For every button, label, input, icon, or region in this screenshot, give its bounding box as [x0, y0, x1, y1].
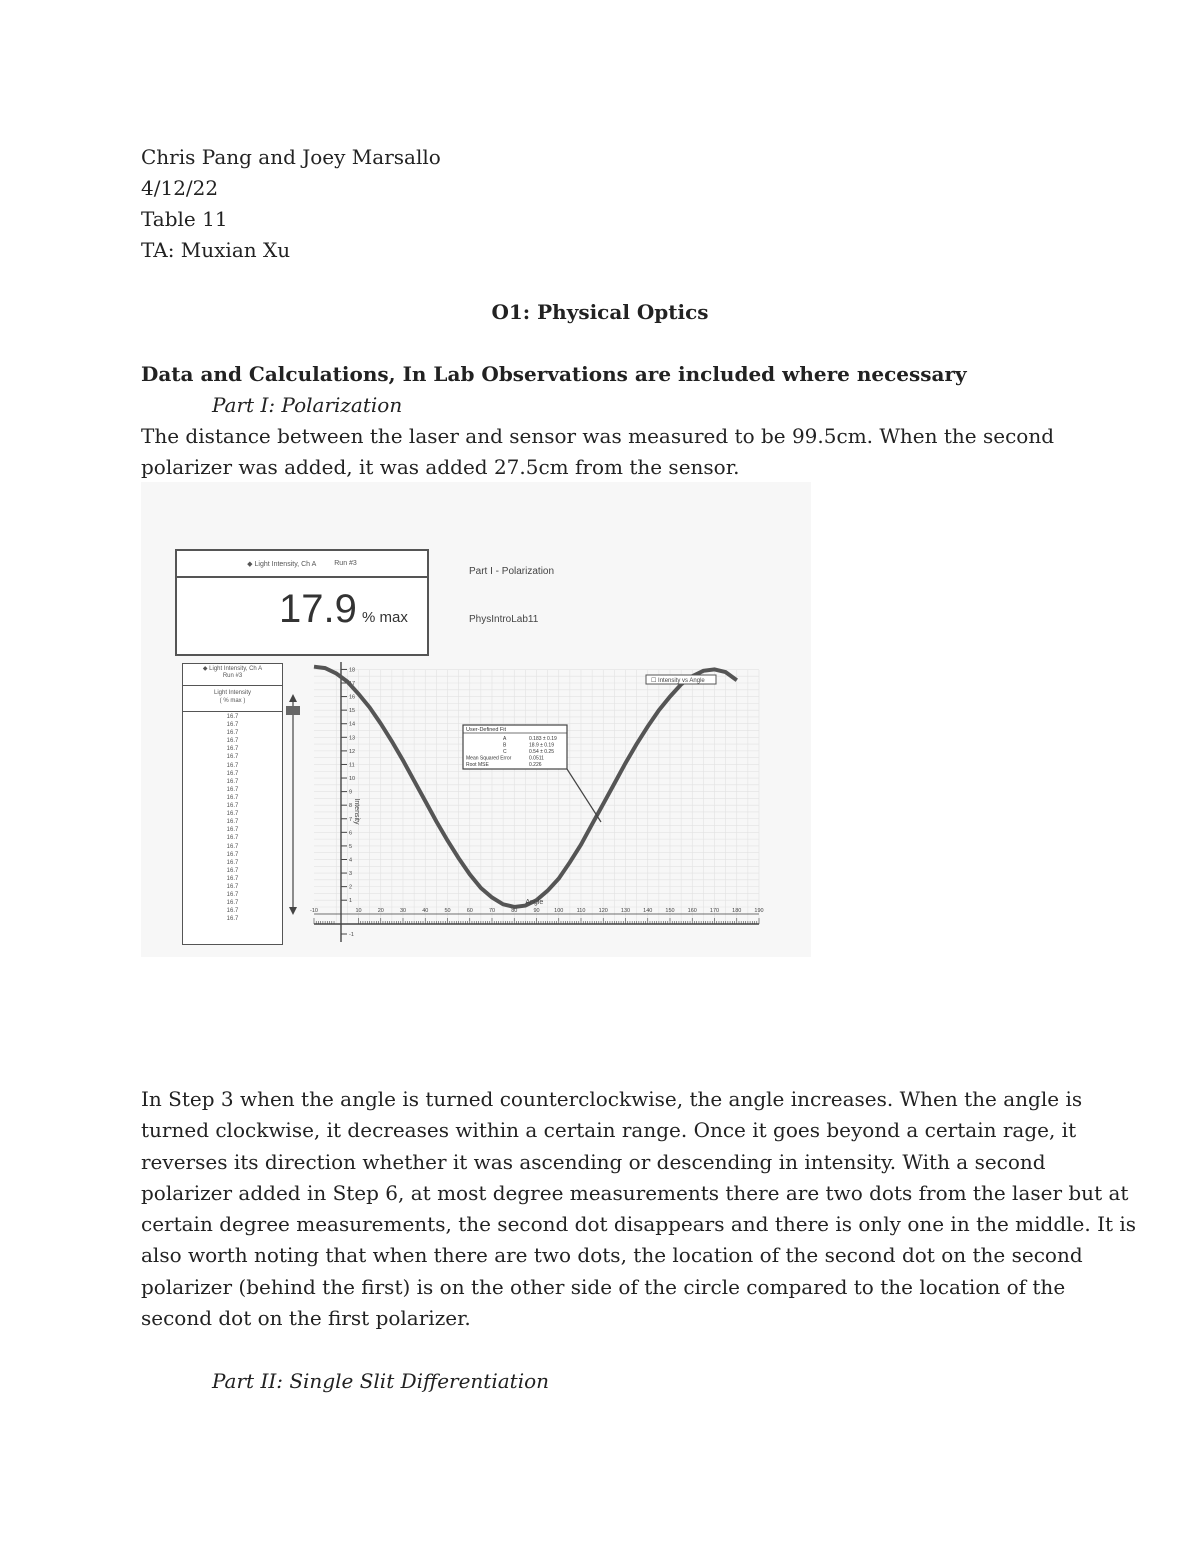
x-tick-label: 150	[665, 908, 675, 914]
table-cell: 16.7	[226, 794, 239, 801]
table-cell: 16.7	[226, 803, 239, 810]
y-tick-label: 16	[349, 694, 356, 701]
author-names: Chris Pang and Joey Marsallo	[141, 145, 441, 169]
table-cell: 16.7	[226, 714, 239, 720]
digits-meter	[175, 549, 429, 656]
chart-legend	[646, 675, 716, 684]
x-tick-label: 110	[576, 908, 586, 914]
x-tick-label: 60	[466, 908, 473, 914]
polarization-figure	[141, 482, 811, 957]
table-cell: 16.7	[226, 859, 239, 866]
table-cell: 16.7	[226, 835, 239, 842]
figure-subtitle: PhysIntroLab11	[469, 614, 539, 625]
x-tick-label: 10	[355, 908, 362, 914]
chart-grid	[314, 669, 759, 924]
meter-run-label: Run #3	[334, 560, 357, 567]
y-tick-label: 9	[349, 789, 353, 796]
y-tick-label: 14	[349, 721, 356, 728]
observation-line: polarizer (behind the first) is on the other side of the circle compared to the location of the	[141, 1274, 1066, 1299]
table-cell: 16.7	[226, 827, 239, 834]
table-run-label: Run #3	[222, 673, 243, 679]
x-axis-label: Angle	[525, 899, 544, 906]
table-cell: 16.7	[226, 892, 239, 899]
x-tick-label: 120	[598, 908, 608, 914]
y-tick-label: 3	[349, 871, 353, 878]
table-cell: 16.7	[226, 722, 239, 729]
y-tick-label: 13	[349, 735, 356, 742]
table-rows	[183, 712, 282, 923]
ta-name: TA: Muxian Xu	[141, 238, 291, 262]
part1-intro-line: polarizer was added, it was added 27.5cm from the sensor.	[141, 455, 740, 480]
report-date: 4/12/22	[141, 176, 219, 200]
y-tick-label: -1	[349, 932, 354, 938]
y-tick-label: 17	[349, 681, 356, 688]
table-cell: 16.7	[226, 811, 239, 818]
y-tick-label: 11	[349, 762, 355, 769]
x-tick-label: 30	[399, 908, 407, 914]
y-tick-label: 18	[349, 667, 356, 674]
x-tick-label: 70	[488, 908, 496, 914]
table-cell: 16.7	[226, 730, 239, 737]
table-cell: 16.7	[226, 851, 239, 858]
observation-line: certain degree measurements, the second dot disappears and there is only one in the middle. It is	[141, 1212, 1137, 1237]
fit-box-title: User-Defined Fit	[466, 727, 507, 733]
table-cell: 16.7	[226, 875, 239, 882]
table-channel-label: ◆ Light Intensity, Ch A	[202, 666, 263, 672]
table-number: Table 11	[141, 207, 228, 231]
table-cell: 16.7	[226, 778, 239, 785]
y-axis-label: Intensity	[353, 798, 360, 825]
meter-value: 17.9	[279, 587, 357, 631]
table-cell: 16.7	[226, 754, 239, 761]
x-tick-label: 140	[643, 908, 653, 914]
document-title: O1: Physical Optics	[491, 300, 709, 324]
meter-unit: % max	[362, 609, 408, 626]
observation-line: turned clockwise, it decreases within a certain range. Once it goes beyond a certain rage, it	[141, 1118, 1077, 1143]
x-tick-label: 100	[554, 908, 564, 914]
x-tick-label: 90	[533, 908, 540, 914]
fit-param-name: A	[503, 736, 507, 742]
y-tick-label: 2	[349, 884, 353, 891]
x-tick-label: -10	[310, 908, 318, 914]
observation-line: reverses its direction whether it was ascending or descending in intensity. With a second	[141, 1149, 1046, 1174]
observation-line: In Step 3 when the angle is turned counterclockwise, the angle increases. When the angle is	[141, 1087, 1083, 1111]
table-column-name: Light Intensity	[213, 690, 252, 696]
data-table	[182, 663, 283, 945]
x-tick-label: 20	[377, 908, 384, 914]
y-tick-label: 6	[349, 830, 353, 837]
x-tick-label: 180	[732, 908, 742, 914]
y-tick-label: 8	[349, 803, 353, 810]
table-header	[183, 664, 282, 686]
intensity-angle-chart	[310, 662, 764, 947]
y-tick-label: 15	[349, 708, 356, 715]
table-cell: 16.7	[226, 786, 239, 793]
table-cell: 16.7	[226, 746, 239, 753]
x-tick-label: 80	[511, 908, 518, 914]
observation-line: second dot on the first polarizer.	[141, 1306, 471, 1331]
x-tick-label: 190	[754, 908, 764, 914]
meter-channel-label: ◆ Light Intensity, Ch A	[247, 560, 317, 568]
x-tick-label: 160	[687, 908, 697, 914]
meter-header	[177, 551, 427, 578]
table-cell: 16.7	[226, 916, 239, 923]
y-tick-label: 7	[349, 816, 353, 823]
part1-heading: Part I: Polarization	[212, 393, 403, 417]
observation-line: polarizer added in Step 6, at most degree measurements there are two dots from the laser but at	[141, 1180, 1129, 1205]
table-column-unit: ( % max )	[219, 698, 246, 704]
x-tick-label: 130	[620, 908, 631, 914]
part1-observations	[141, 1084, 1137, 1334]
fit-param-value: 0.226	[529, 762, 542, 768]
part1-intro	[141, 421, 1076, 484]
fit-param-value: 0.54 ± 0.25	[529, 749, 554, 755]
fit-param-name: B	[503, 742, 507, 749]
figure-title: Part I - Polarization	[469, 566, 555, 577]
table-cell: 16.7	[226, 738, 239, 745]
arrow-up	[289, 694, 297, 702]
y-tick-label: 12	[349, 748, 356, 755]
y-tick-label: 1	[349, 898, 353, 905]
fit-parameters-box	[463, 725, 601, 822]
table-cell: 16.7	[226, 843, 239, 850]
part2-heading: Part II: Single Slit Differentiation	[212, 1369, 550, 1393]
x-tick-label: 50	[444, 908, 451, 914]
x-tick-label: 170	[709, 908, 720, 914]
table-cell: 16.7	[226, 770, 239, 777]
fit-param-name: Mean Squared Error	[466, 755, 512, 762]
scroll-arrow	[286, 694, 300, 915]
part1-intro-line: The distance between the laser and sensor was measured to be 99.5cm. When the second	[141, 424, 1055, 448]
observation-line: also worth noting that when there are two dots, the location of the second dot on the second	[141, 1243, 1083, 1268]
fit-param-value: 0.0511	[529, 755, 544, 762]
table-cell: 16.7	[226, 883, 239, 890]
table-column-header	[183, 686, 282, 712]
fit-param-value: 0.183 ± 0.19	[529, 736, 557, 742]
y-tick-label: 10	[349, 776, 356, 783]
section-heading: Data and Calculations, In Lab Observations are included where necessary	[141, 362, 967, 386]
scroll-handle	[286, 706, 300, 715]
table-cell: 16.7	[226, 867, 239, 874]
y-tick-label: 5	[349, 843, 353, 850]
arrow-down	[289, 907, 297, 915]
table-cell: 16.7	[226, 819, 239, 826]
table-cell: 16.7	[226, 762, 239, 769]
fit-param-name: Root MSE	[466, 762, 489, 768]
fit-param-value: 18.9 ± 0.19	[529, 742, 554, 749]
x-tick-label: 40	[422, 908, 429, 914]
table-cell: 16.7	[226, 900, 239, 907]
y-tick-label: 4	[349, 857, 353, 864]
legend-label: ☐ Intensity vs Angle	[651, 678, 705, 684]
table-cell: 16.7	[226, 908, 239, 915]
fit-param-name: C	[503, 749, 507, 755]
